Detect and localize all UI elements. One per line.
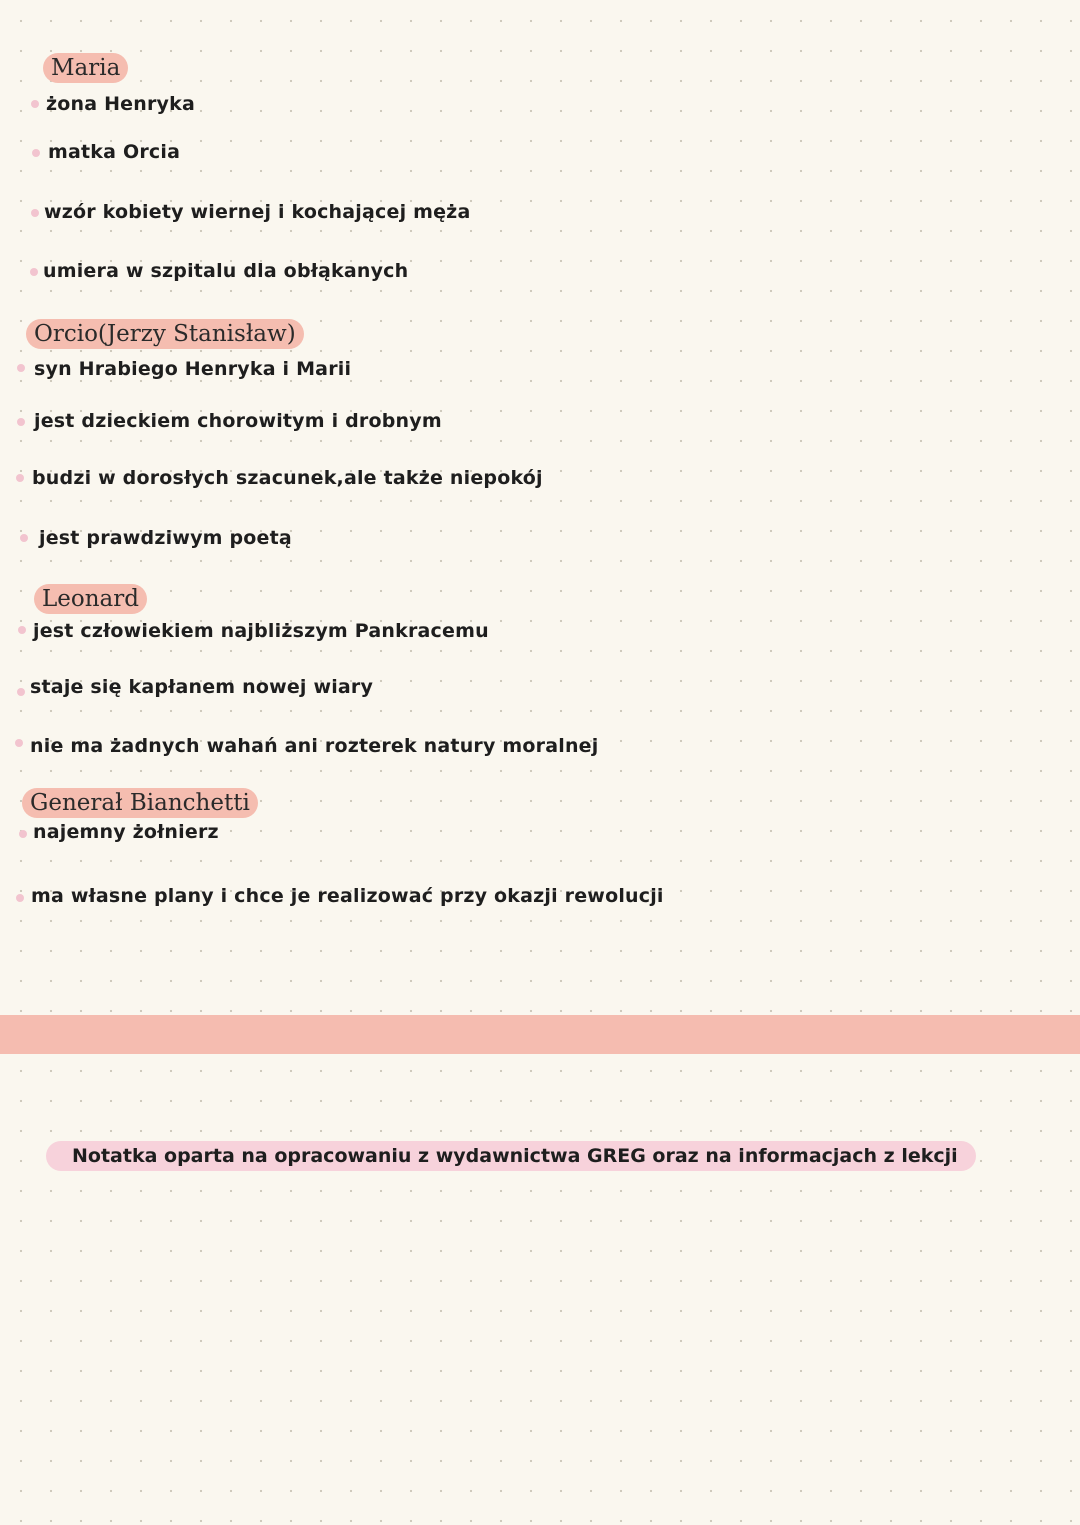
bullet-dot-icon xyxy=(17,418,25,426)
bullet-dot-icon xyxy=(16,894,24,902)
bullet-dot-icon xyxy=(18,626,26,634)
list-item: jest człowiekiem najbliższym Pankracemu xyxy=(33,620,489,642)
list-item: umiera w szpitalu dla obłąkanych xyxy=(43,260,409,282)
list-item: nie ma żadnych wahań ani rozterek natury moralnej xyxy=(30,735,599,757)
list-item: najemny żołnierz xyxy=(33,821,219,843)
bullet-dot-icon xyxy=(31,209,39,217)
bullet-dot-icon xyxy=(32,149,40,157)
character-heading-orcio: Orcio(Jerzy Stanisław) xyxy=(26,319,304,349)
list-item: syn Hrabiego Henryka i Marii xyxy=(34,358,352,380)
bullet-dot-icon xyxy=(15,739,23,747)
source-note-highlight xyxy=(46,1141,976,1171)
character-heading-bianchetti: Generał Bianchetti xyxy=(22,788,258,818)
list-item: żona Henryka xyxy=(46,93,196,115)
list-item: staje się kapłanem nowej wiary xyxy=(30,676,374,698)
bullet-dot-icon xyxy=(20,534,28,542)
list-item: ma własne plany i chce je realizować przy okazji rewolucji xyxy=(31,885,664,907)
bullet-dot-icon xyxy=(16,474,24,482)
bullet-dot-icon xyxy=(17,688,25,696)
list-item: matka Orcia xyxy=(48,141,181,163)
character-heading-leonard: Leonard xyxy=(34,584,147,614)
decorative-divider-band xyxy=(0,1015,1080,1054)
bullet-dot-icon xyxy=(19,830,27,838)
bullet-dot-icon xyxy=(17,364,25,372)
source-note: Notatka oparta na opracowaniu z wydawnictwa GREG oraz na informacjach z lekcji xyxy=(72,1145,958,1167)
list-item: jest prawdziwym poetą xyxy=(39,527,292,549)
list-item: jest dzieckiem chorowitym i drobnym xyxy=(34,410,442,432)
bullet-dot-icon xyxy=(31,100,39,108)
list-item: wzór kobiety wiernej i kochającej męża xyxy=(44,201,471,223)
list-item: budzi w dorosłych szacunek,ale także niepokój xyxy=(32,467,543,489)
bullet-dot-icon xyxy=(30,268,38,276)
character-heading-maria: Maria xyxy=(43,53,128,83)
